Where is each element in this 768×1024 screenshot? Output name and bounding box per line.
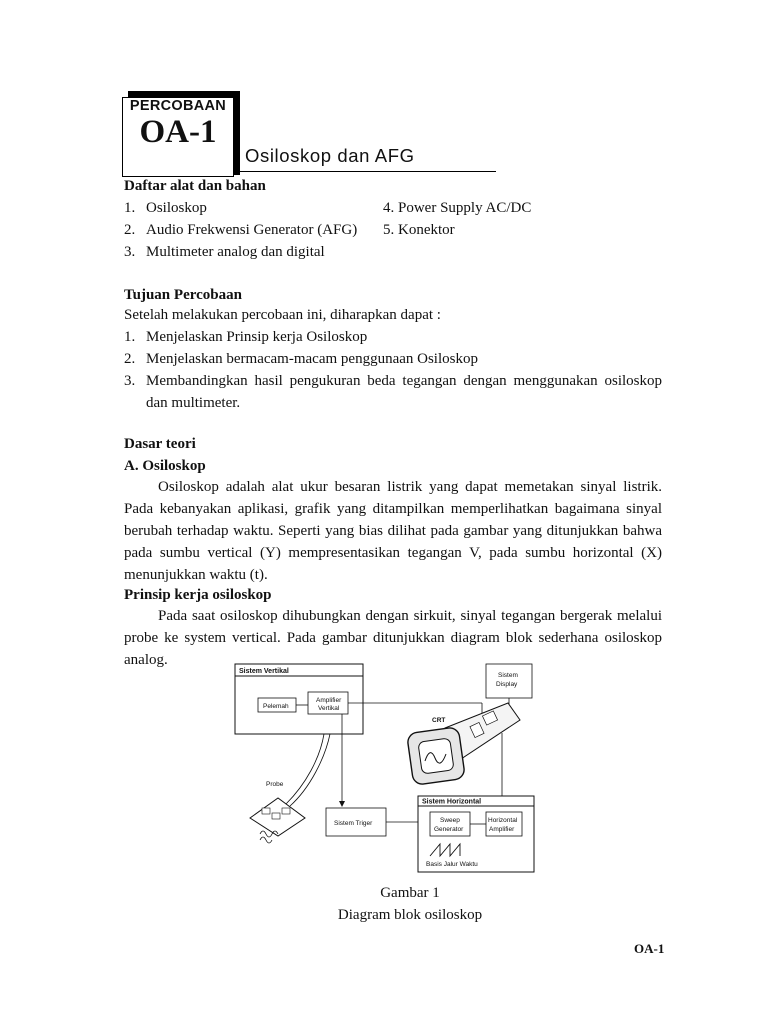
pelemah-label: Pelemah — [263, 703, 289, 710]
materials-item-4: 4. Power Supply AC/DC — [383, 200, 532, 216]
materials-item-1: 1. Osiloskop — [124, 200, 207, 216]
basis-label: Basis Jalur Waktu — [426, 861, 478, 868]
display-label-2: Display — [496, 681, 518, 688]
sistem-vertikal-label: Sistem Vertikal — [239, 668, 289, 675]
figure-caption-1: Gambar 1 — [380, 885, 440, 901]
hamp-label-1: Horizontal — [488, 817, 518, 824]
title-underline — [234, 171, 496, 172]
crt-label: CRT — [432, 717, 446, 724]
display-label-1: Sistem — [498, 672, 518, 679]
subheading-prinsip: Prinsip kerja osiloskop — [124, 587, 272, 603]
page-title: Osiloskop dan AFG — [245, 145, 415, 166]
objective-item-2: 2. Menjelaskan bermacam-macam penggunaan Osiloskop — [124, 351, 478, 367]
figure-caption-2: Diagram blok osiloskop — [337, 907, 483, 923]
header-code: OA-1 — [139, 114, 217, 150]
materials-item-2: 2. Audio Frekwensi Generator (AFG) — [124, 222, 358, 238]
paragraph-prinsip: Pada saat osiloskop dihubungkan dengan sirkuit, sinyal tegangan bergerak melalui probe ke system vertical. Pada gambar ditunjukkan diagram blok sederhana osiloskop analog. — [124, 608, 662, 668]
amp-v-label-1: Amplifier — [316, 697, 342, 704]
sistem-horizontal-label: Sistem Horizontal — [422, 798, 482, 806]
materials-heading: Daftar alat dan bahan — [124, 178, 266, 194]
objective-item-1: 1. Menjelaskan Prinsip kerja Osiloskop — [124, 329, 368, 345]
materials-item-3: 3. Multimeter analog dan digital — [124, 244, 325, 260]
theory-heading: Dasar teori — [124, 436, 196, 452]
sweep-label-2: Generator — [434, 826, 464, 833]
objectives-heading: Tujuan Percobaan — [124, 287, 242, 303]
header-label: PERCOBAAN — [129, 98, 227, 114]
sistem-horizontal-block — [418, 796, 534, 872]
objectives-intro: Setelah melakukan percobaan ini, diharapkan dapat : — [124, 307, 441, 323]
amp-v-label-2: Vertikal — [318, 705, 340, 712]
crt-tube — [407, 703, 520, 785]
objective-item-3: 3. Membandingkan hasil pengukuran beda tegangan dengan menggunakan osiloskop dan multimeter. — [124, 373, 662, 411]
probe-label: Probe — [266, 781, 284, 788]
hamp-label-2: Amplifier — [489, 826, 515, 833]
page-number: OA-1 — [634, 941, 665, 956]
sistem-triger-label: Sistem Triger — [334, 820, 373, 827]
subheading-osiloskop: A. Osiloskop — [124, 458, 206, 474]
probe — [250, 734, 330, 843]
sistem-vertikal-block — [235, 664, 363, 734]
sweep-label-1: Sweep — [440, 817, 460, 824]
paragraph-osiloskop: Osiloskop adalah alat ukur besaran listrik yang dapat memetakan sinyal listrik. Pada kebanyakan aplikasi, grafik yang ditampilkan memperlihatkan bagaimana sinyal berubah terhadap waktu. Seperti yang bias dilihat pada gambar yang ditunjukkan bahwa pada sumbu vertical (Y) mempresentasikan tegangan V, pada sumbu horizontal (X) menunjukkan waktu (t). — [124, 479, 662, 583]
materials-item-5: 5. Konektor — [383, 222, 455, 238]
oscilloscope-block-diagram — [230, 658, 550, 878]
